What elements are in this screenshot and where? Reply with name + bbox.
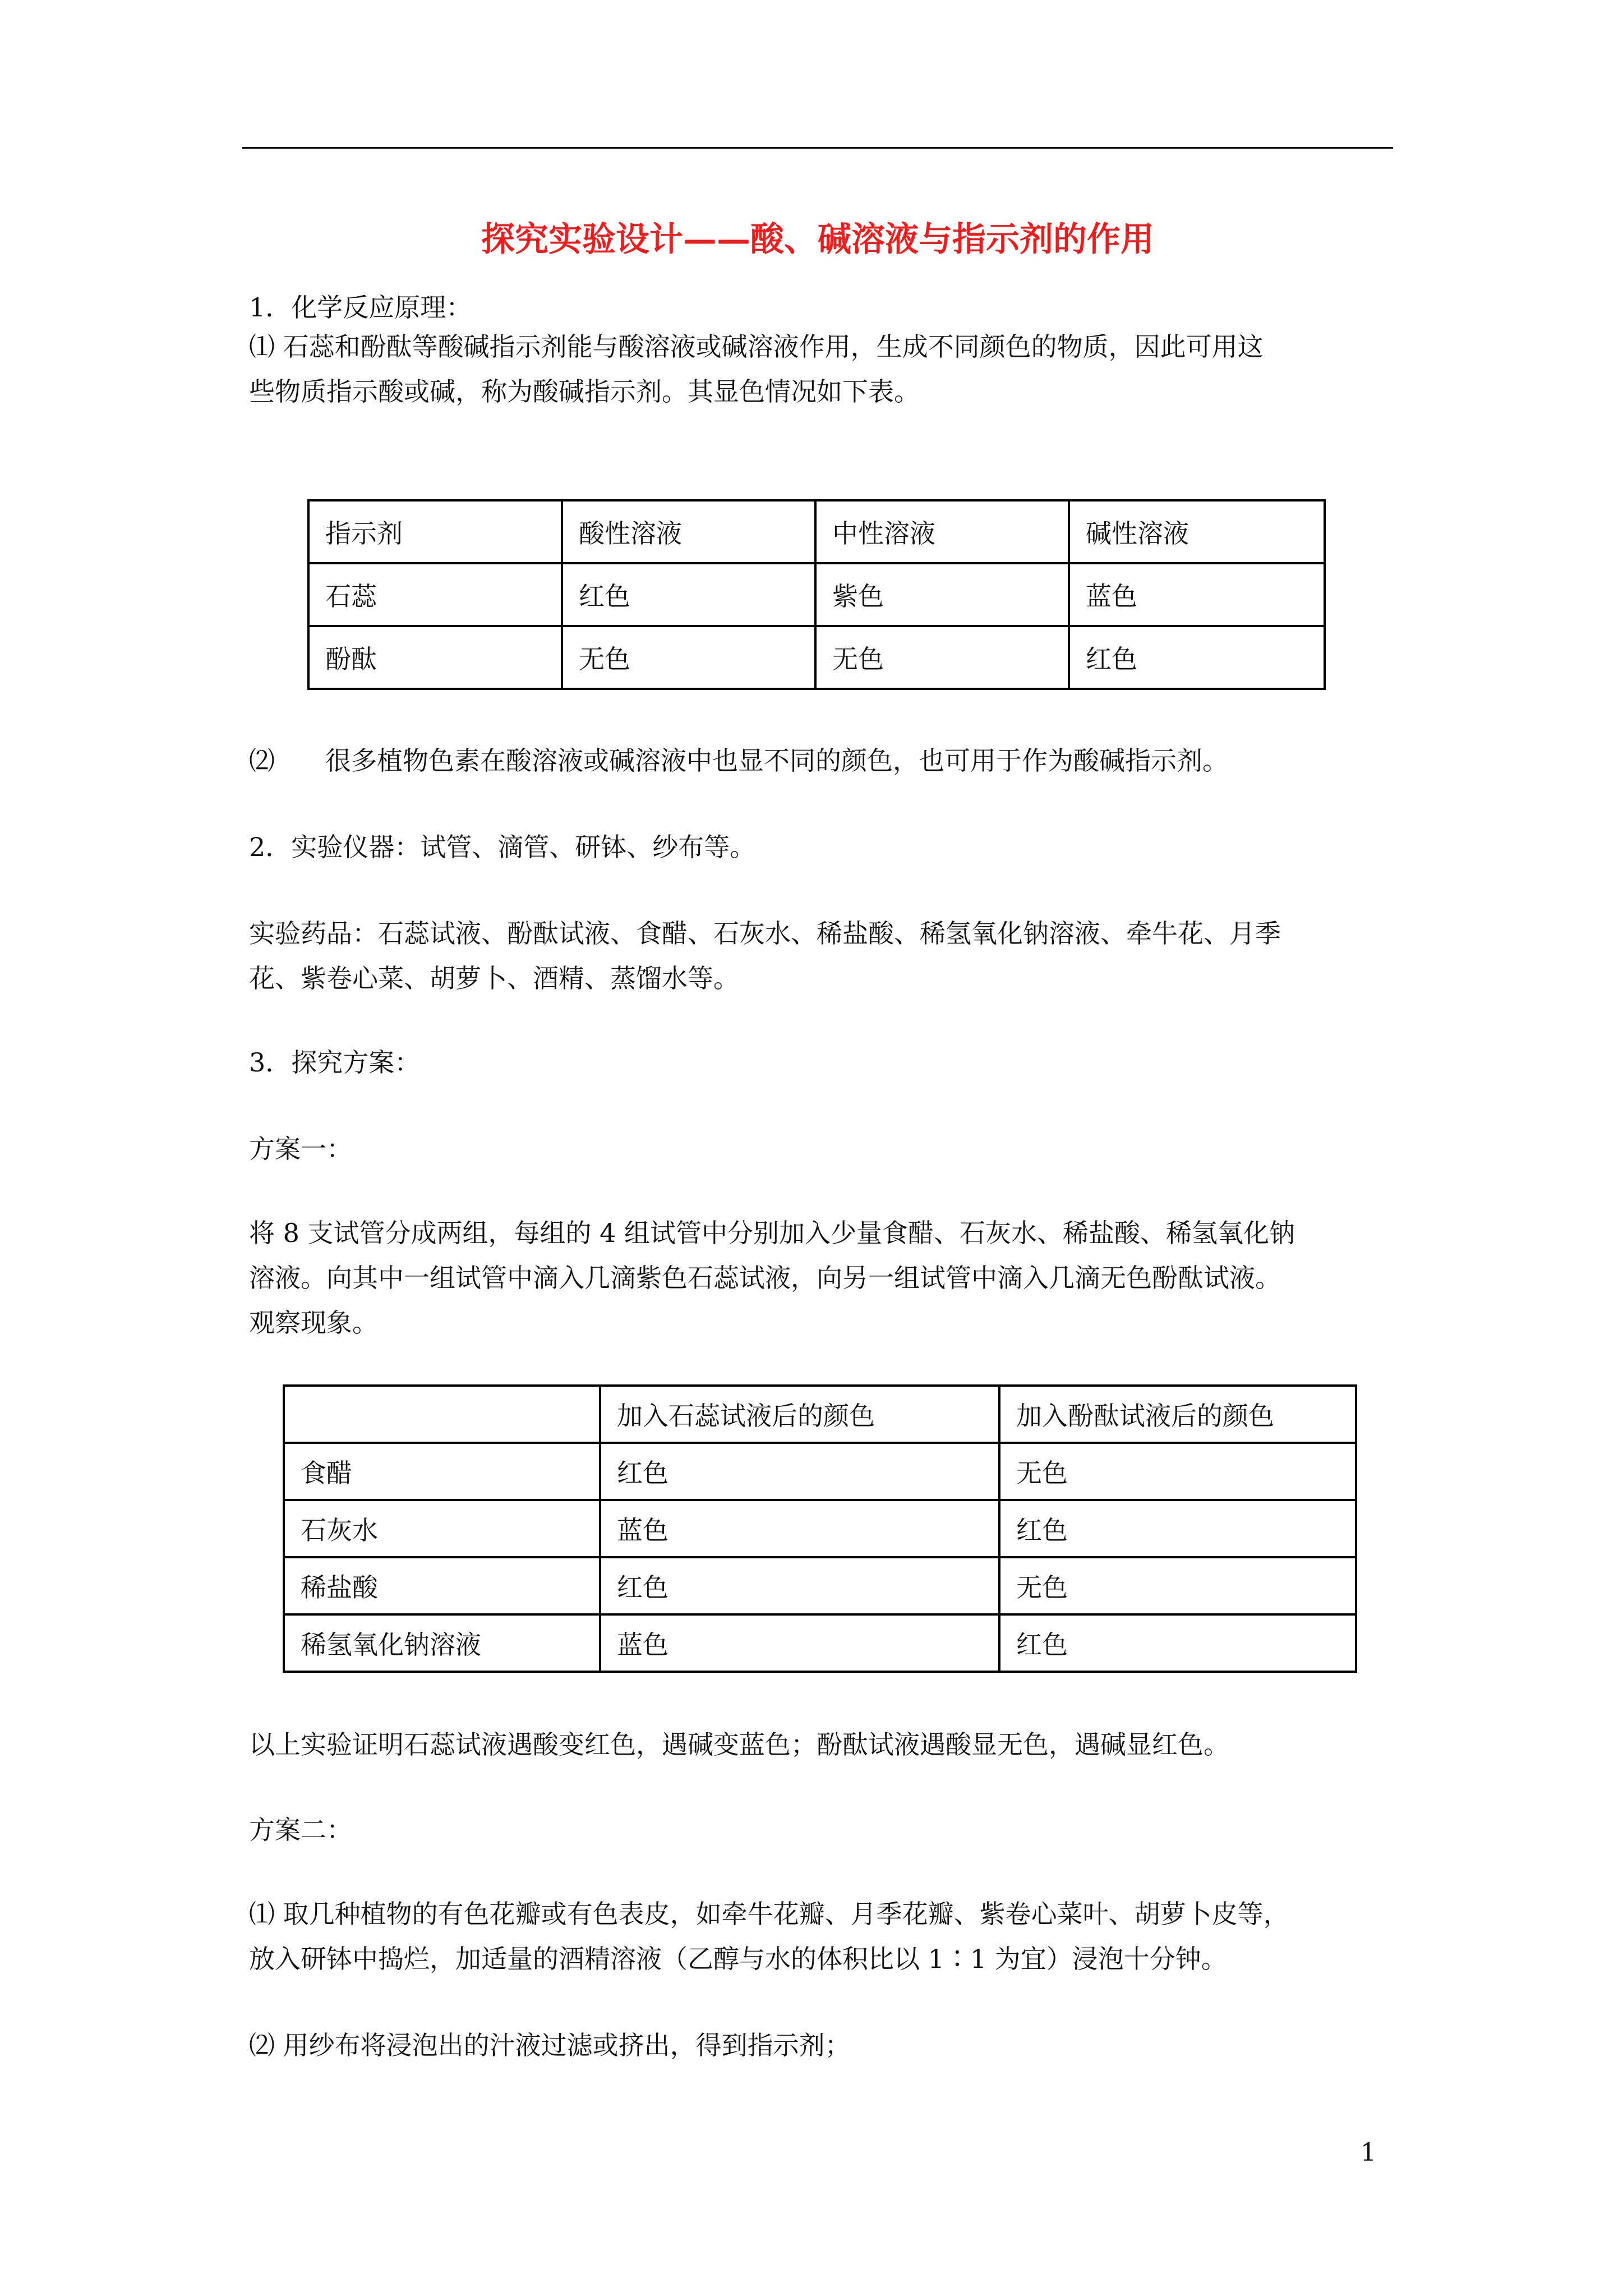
table-header-cell: 加入石蕊试液后的颜色	[600, 1386, 999, 1443]
table-cell: 酚酞	[308, 626, 562, 689]
plan-2-step-1: ⑴ 取几种植物的有色花瓣或有色表皮，如牵牛花瓣、月季花瓣、紫卷心菜叶、胡萝卜皮等， 放入研钵中捣烂，加适量的酒精溶液（乙醇与水的体积比以 1∶1 为宜）浸泡十分钟。	[249, 1899, 1289, 1974]
plan-1-description: 将 8 支试管分成两组，每组的 4 组试管中分别加入少量食醋、石灰水、稀盐酸、稀氢氧化钠 溶液。向其中一组试管中滴入几滴紫色石蕊试液，向另一组试管中滴入几滴无色酚酞试液。 观察现象。	[249, 1218, 1295, 1338]
table-cell: 稀氢氧化钠溶液	[284, 1614, 600, 1672]
table-cell: 红色	[600, 1557, 999, 1614]
page-number: 1	[1361, 2138, 1376, 2167]
table-header-cell	[284, 1386, 600, 1443]
section-3-heading: 3．探究方案：	[249, 1047, 421, 1078]
table-cell: 无色	[999, 1557, 1356, 1614]
list-marker: ⑵	[249, 746, 275, 776]
table-header-cell: 加入酚酞试液后的颜色	[999, 1386, 1356, 1443]
table-cell: 无色	[562, 626, 815, 689]
table-cell: 石蕊	[308, 563, 562, 626]
plan-2-heading: 方案二：	[249, 1815, 352, 1845]
section-1-heading: 1．化学反应原理：	[249, 292, 472, 323]
table-cell: 红色	[1069, 626, 1325, 689]
table-cell: 红色	[999, 1500, 1356, 1557]
table-row	[284, 1500, 1356, 1557]
table-row	[308, 563, 1325, 626]
table-cell: 稀盐酸	[284, 1557, 600, 1614]
plan-1-heading: 方案一：	[249, 1134, 352, 1164]
table-cell: 紫色	[815, 563, 1069, 626]
table-header-cell: 碱性溶液	[1069, 500, 1325, 563]
section-1-paragraph-2: ⑵ 很多植物色素在酸溶液或碱溶液中也显不同的颜色，也可用于作为酸碱指示剂。	[249, 746, 1228, 776]
section-1-paragraph-1: ⑴ 石蕊和酚酞等酸碱指示剂能与酸溶液或碱溶液作用，生成不同颜色的物质，因此可用这 些物质指示酸或碱，称为酸碱指示剂。其显色情况如下表。	[249, 332, 1264, 407]
table-cell: 无色	[999, 1443, 1356, 1500]
table-cell: 食醋	[284, 1443, 600, 1500]
table-cell: 蓝色	[1069, 563, 1325, 626]
document-title: 探究实验设计——酸、碱溶液与指示剂的作用	[481, 220, 1154, 259]
section-2-instruments: 2．实验仪器：试管、滴管、研钵、纱布等。	[249, 832, 756, 862]
table-cell: 蓝色	[600, 1500, 999, 1557]
table-cell: 石灰水	[284, 1500, 600, 1557]
table-cell: 红色	[600, 1443, 999, 1500]
table-header-cell: 指示剂	[308, 500, 562, 563]
table-row	[284, 1443, 1356, 1500]
table-cell: 无色	[815, 626, 1069, 689]
table-cell: 红色	[562, 563, 815, 626]
plan-2-step-2: ⑵ 用纱布将浸泡出的汁液过滤或挤出，得到指示剂；	[249, 2030, 851, 2060]
table-row	[284, 1614, 1356, 1672]
plan-1-conclusion: 以上实验证明石蕊试液遇酸变红色，遇碱变蓝色；酚酞试液遇酸显无色，遇碱显红色。	[249, 1729, 1229, 1760]
plan-1-results-table	[283, 1384, 1357, 1673]
table-header-cell: 酸性溶液	[562, 500, 815, 563]
table-cell: 红色	[999, 1614, 1356, 1672]
table-row	[308, 626, 1325, 689]
table-header-row	[308, 500, 1325, 563]
indicator-color-table	[307, 499, 1326, 690]
table-header-row	[284, 1386, 1356, 1443]
section-2-reagents: 实验药品：石蕊试液、酚酞试液、食醋、石灰水、稀盐酸、稀氢氧化钠溶液、牵牛花、月季 花、紫卷心菜、胡萝卜、酒精、蒸馏水等。	[249, 918, 1281, 993]
header-rule	[242, 147, 1393, 149]
table-cell: 蓝色	[600, 1614, 999, 1672]
table-row	[284, 1557, 1356, 1614]
table-header-cell: 中性溶液	[815, 500, 1069, 563]
